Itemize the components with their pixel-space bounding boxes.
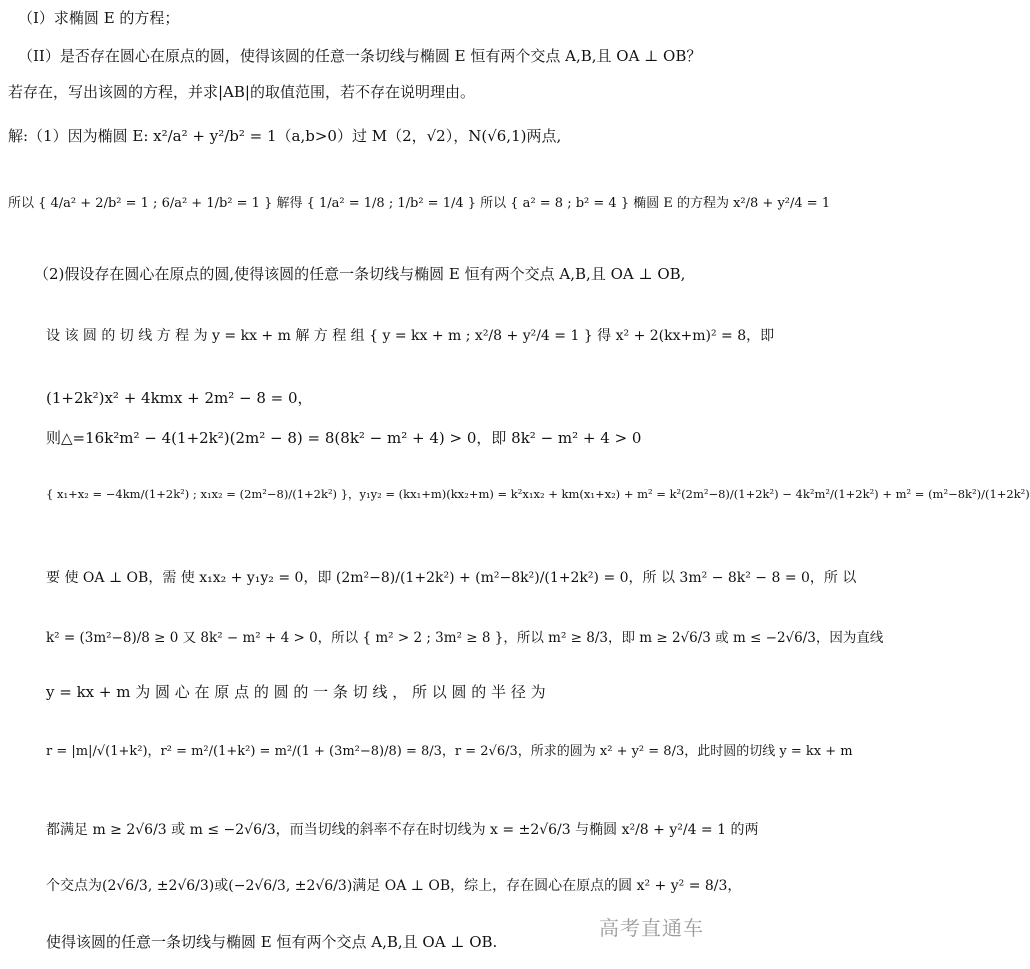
conclusion: 使得该圆的任意一条切线与椭圆 E 恒有两个交点 A,B,且 OA ⊥ OB. [46,933,498,951]
vertical-tangent: 都满足 m ≥ 2√6/3 或 m ≤ −2√6/3，而当切线的斜率不存在时切线为 x = ±2√6/3 与椭圆 x²/8 + y²/4 = 1 的两 [46,822,759,838]
watermark: 高考直通车 [599,916,704,940]
quadratic-eq: (1+2k²)x² + 4kmx + 2m² − 8 = 0， [46,389,313,407]
tangent-equation: 设 该 圆 的 切 线 方 程 为 y = kx + m 解 方 程 组 { y = kx + m ; x²/8 + y²/4 = 1 } 得 x² + 2(kx+m)² = 8，即 [46,328,775,344]
discriminant: 则△=16k²m² − 4(1+2k²)(2m² − 8) = 8(8k² − m² + 4) > 0，即 8k² − m² + 4 > 0 [46,429,642,447]
part-2-assumption: （2)假设存在圆心在原点的圆,使得该圆的任意一条切线与椭圆 E 恒有两个交点 A,B,且 OA ⊥ OB, [34,265,686,283]
solution-system-1: 所以 { 4/a² + 2/b² = 1 ; 6/a² + 1/b² = 1 } 解得 { 1/a² = 1/8 ; 1/b² = 1/4 } 所以 { a² = 8 ; b² = 4 } 椭圆 E 的方程为 x²/8 + y²/4 = 1 [8,196,831,211]
radius: r = |m|/√(1+k²)，r² = m²/(1+k²) = m²/(1 + (3m²−8)/8) = 8/3，r = 2√6/3，所求的圆为 x² + y² = 8/3，此时圆的切线 y = kx + m [46,744,853,759]
solution-intro: 解:（1）因为椭圆 E: x²/a² + y²/b² = 1（a,b>0）过 M（2，√2），N(√6,1)两点, [8,127,562,145]
vieta: { x₁+x₂ = −4km/(1+2k²) ; x₁x₂ = (2m²−8)/(1+2k²) }，y₁y₂ = (kx₁+m)(kx₂+m) = k²x₁x₂ + km(x₁+x₂) + m² = k²(2m²−8)/(1+2k²) − 4k²m²/(1+2k²) + m² = (m²−8k²)/(1+2k²) [46,487,1030,501]
intersection-points: 个交点为(2√6/3, ±2√6/3)或(−2√6/3, ±2√6/3)满足 OA ⊥ OB，综上，存在圆心在原点的圆 x² + y² = 8/3， [46,878,742,894]
k-squared: k² = (3m²−8)/8 ≥ 0 又 8k² − m² + 4 > 0，所以 { m² > 2 ; 3m² ≥ 8 }，所以 m² ≥ 8/3，即 m ≥ 2√6/3 或 m ≤ −2√6/3，因为直线 [46,630,884,646]
orthogonal-condition: 要 使 OA ⊥ OB，需 使 x₁x₂ + y₁y₂ = 0，即 (2m²−8)/(1+2k²) + (m²−8k²)/(1+2k²) = 0，所 以 3m² − 8k² − 8 = 0，所 以 [46,570,857,586]
tangent-note: y = kx + m 为 圆 心 在 原 点 的 圆 的 一 条 切 线 ， 所 以 圆 的 半 径 为 [46,683,546,701]
question-part-2: （II）是否存在圆心在原点的圆，使得该圆的任意一条切线与椭圆 E 恒有两个交点 A,B,且 OA ⊥ OB？ [18,47,702,65]
question-part-1: （I）求椭圆 E 的方程； [18,9,180,27]
question-part-2-cont: 若存在，写出该圆的方程，并求|AB|的取值范围，若不存在说明理由。 [8,83,475,101]
